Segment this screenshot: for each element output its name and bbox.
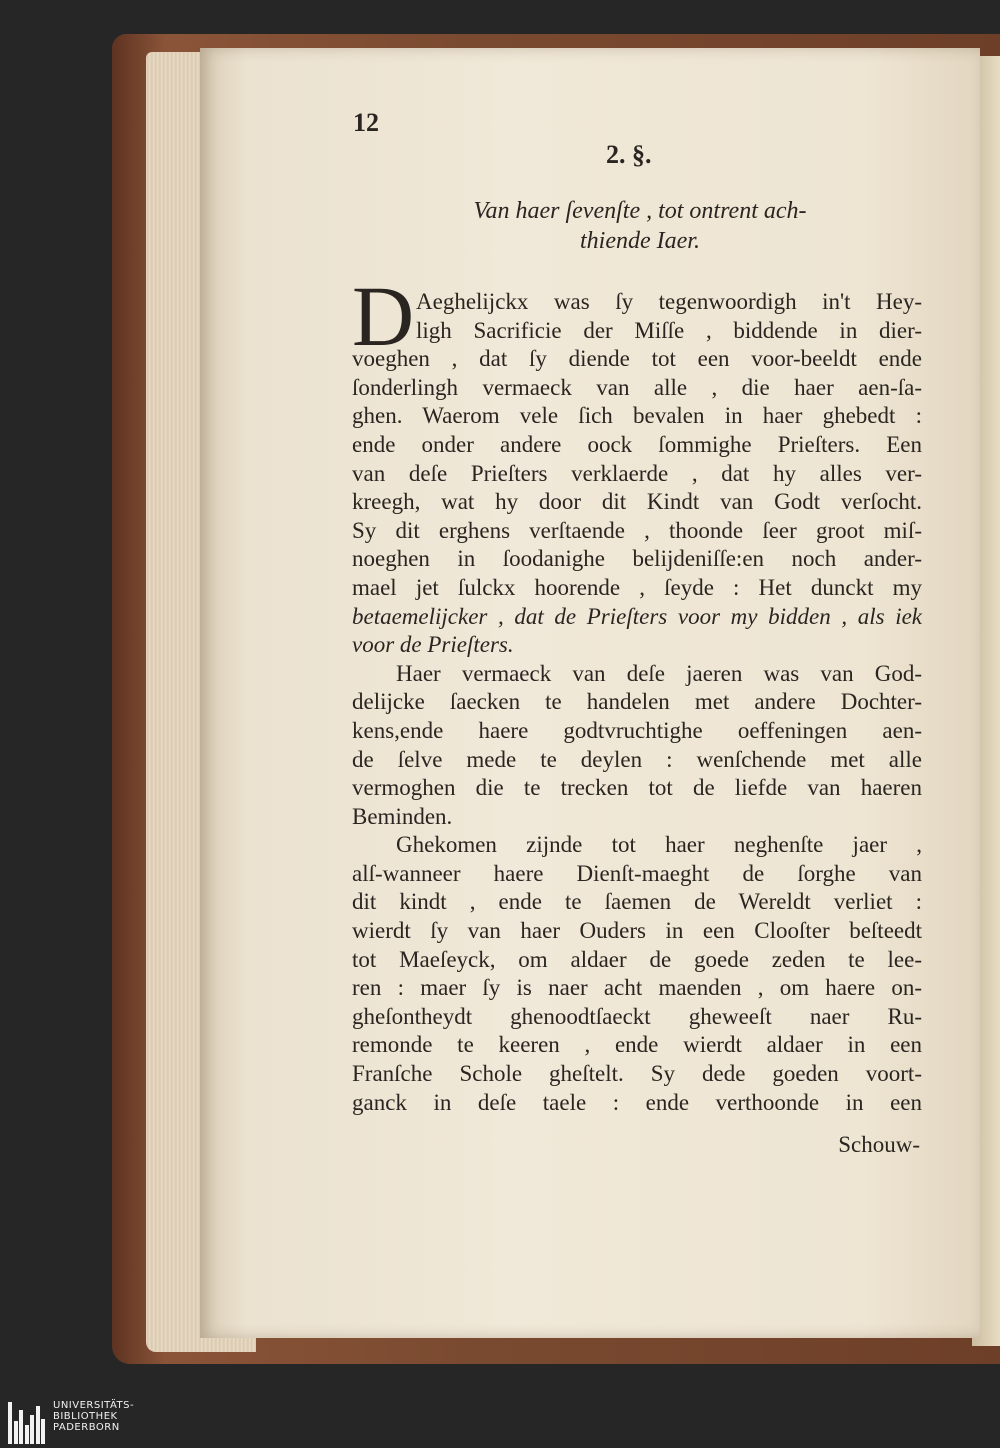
logo-line: UNIVERSITÄTS-: [53, 1400, 135, 1411]
text-line: Aeghelijckx was ſy tegenwoordigh in't Hey-: [416, 289, 922, 314]
text-line: delijcke ſaecken te handelen met andere Dochter-: [352, 689, 922, 715]
logo-line: PADERBORN: [53, 1422, 120, 1433]
footer-bar: [0, 1398, 1000, 1448]
logo-bar: [25, 1425, 29, 1444]
text-line: voor de Prieſters.: [352, 632, 514, 658]
logo-bar: [30, 1415, 34, 1444]
text-line: ren : maer ſy is naer acht maenden , om haere on-: [352, 975, 922, 1001]
text-line: ganck in deſe taele : ende verthoonde in een: [352, 1089, 922, 1115]
text-line: Franſche Schole gheſtelt. Sy dede goeden voort-: [352, 1061, 922, 1087]
text-line: Beminden.: [352, 803, 453, 829]
logo-bar: [14, 1421, 18, 1444]
text-line: dit kindt , ende te ſaemen de Wereldt verliet :: [352, 889, 922, 915]
text-line: ſonderlingh vermaeck van alle , die haer aen-ſa-: [352, 374, 922, 400]
text-line: mael jet ſulckx hoorende , ſeyde : Het dunckt my: [352, 574, 922, 600]
body-text: [352, 288, 922, 1117]
text-line: kreegh, wat hy door dit Kindt van Godt verſocht.: [352, 489, 922, 515]
logo-bar: [41, 1419, 45, 1444]
logo-line: BIBLIOTHEK: [53, 1411, 118, 1422]
library-logo-icon: [8, 1402, 48, 1444]
text-line: Sy dit erghens verſtaende , thoonde ſeer groot miſ-: [352, 517, 922, 543]
logo-bar: [8, 1402, 12, 1444]
page-number: 12: [353, 108, 379, 137]
text-line: noeghen in ſoodanighe belijdeniſſe:en noch ander-: [352, 546, 922, 572]
chapter-heading-line: thiende Iaer.: [580, 228, 700, 254]
text-line: ende onder andere oock ſommighe Prieſters. Een: [352, 431, 922, 457]
text-line: ghen. Waerom vele ſich bevalen in haer ghebedt :: [352, 403, 922, 429]
text-line: kens,ende haere godtvruchtighe oeffeningen aen-: [352, 717, 922, 743]
logo-bar: [36, 1406, 40, 1444]
library-logo-text: [53, 1400, 134, 1433]
text-line: gheſontheydt ghenoodtſaeckt gheweeſt naer Ru-: [352, 1003, 922, 1029]
logo-bar: [19, 1410, 23, 1444]
text-line: voeghen , dat ſy diende tot een voor-beeldt ende: [352, 346, 922, 372]
text-line: de ſelve mede te deylen : wenſchende met alle: [352, 746, 922, 772]
text-line: Haer vermaeck van deſe jaeren was van God-: [396, 660, 922, 686]
section-mark: 2. §.: [606, 140, 652, 169]
catchword: Schouw-: [838, 1132, 920, 1157]
chapter-heading: [400, 196, 880, 256]
text-line: remonde te keeren , ende wierdt aldaer in een: [352, 1032, 922, 1058]
chapter-heading-line: Van haer ſevenſte , tot ontrent ach-: [473, 198, 807, 224]
text-line: vermoghen die te trecken tot de liefde van haeren: [352, 775, 922, 801]
text-line: tot Maeſeyck, om aldaer de goede zeden te lee-: [352, 946, 922, 972]
text-line: Ghekomen zijnde tot haer neghenſte jaer ,: [396, 832, 922, 858]
text-line: van deſe Prieſters verklaerde , dat hy alles ver-: [352, 460, 922, 486]
text-line: wierdt ſy van haer Ouders in een Clooſter beſteedt: [352, 918, 922, 944]
drop-capital: D: [352, 268, 415, 364]
text-line: ligh Sacrificie der Miſſe , biddende in dier-: [416, 317, 922, 343]
text-line: betaemelijcker , dat de Prieſters voor my bidden , als iek: [352, 603, 922, 629]
text-line: alſ-wanneer haere Dienſt-maeght de ſorghe van: [352, 860, 922, 886]
